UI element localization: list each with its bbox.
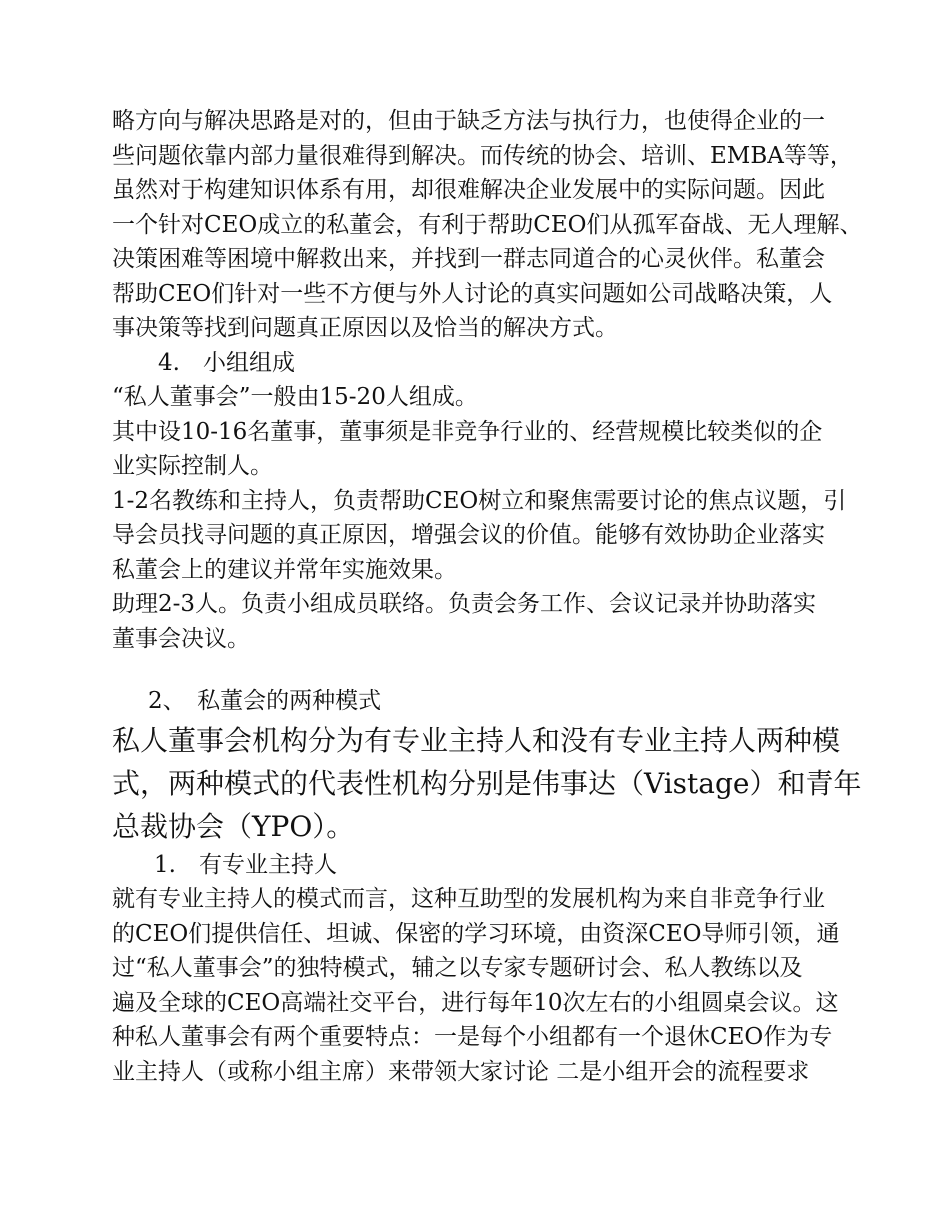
paragraph-line: 些问题依靠内部力量很难得到解决。而传统的协会、培训、EMBA等等，	[112, 142, 853, 169]
paragraph-line: 虽然对于构建知识体系有用，却很难解决企业发展中的实际问题。因此	[112, 177, 825, 203]
section-heading: 4. 小组组成	[158, 349, 295, 376]
paragraph-line: 略方向与解决思路是对的，但由于缺乏方法与执行力，也使得企业的一	[112, 108, 825, 134]
paragraph-line: 业主持人（或称小组主席）来带领大家讨论 二是小组开会的流程要求	[112, 1058, 810, 1085]
paragraph-line: 过“私人董事会”的独特模式，辅之以专家专题研讨会、私人教练以及	[112, 955, 803, 981]
paragraph-line: 其中设10-16名董事，董事须是非竞争行业的、经营规模比较类似的企	[112, 418, 823, 445]
paragraph-line: 帮助CEO们针对一些不方便与外人讨论的真实问题如公司战略决策，人	[112, 280, 833, 307]
subsection-heading: 1. 有专业主持人	[154, 851, 337, 878]
paragraph-line: “私人董事会”一般由15-20人组成。	[112, 384, 478, 410]
paragraph-line: 业实际控制人。	[112, 453, 273, 479]
paragraph-line: 导会员找寻问题的真正原因，增强会议的价值。能够有效协助企业落实	[112, 522, 825, 548]
paragraph-line: 私董会上的建议并常年实施效果。	[112, 556, 457, 583]
paragraph-line: 董事会决议。	[112, 625, 250, 652]
paragraph-line: 的CEO们提供信任、坦诚、保密的学习环境，由资深CEO导师引领，通	[112, 920, 840, 947]
large-paragraph-line: 式，两种模式的代表性机构分别是伟事达（Vistage）和青年	[112, 766, 862, 800]
paragraph-line: 就有专业主持人的模式而言，这种互助型的发展机构为来自非竞争行业	[112, 886, 825, 912]
paragraph-line: 1-2名教练和主持人，负责帮助CEO树立和聚焦需要讨论的焦点议题，引	[112, 487, 847, 514]
paragraph-line: 遍及全球的CEO高端社交平台，进行每年10次左右的小组圆桌会议。这	[112, 989, 839, 1016]
large-paragraph-line: 总裁协会（YPO）。	[112, 809, 355, 843]
paragraph-line: 一个针对CEO成立的私董会，有利于帮助CEO们从孤军奋战、无人理解、	[112, 211, 863, 238]
section-heading: 2、 私董会的两种模式	[148, 688, 382, 714]
large-paragraph-line: 私人董事会机构分为有专业主持人和没有专业主持人两种模	[112, 723, 841, 757]
section-gap	[112, 656, 842, 684]
paragraph-line: 决策困难等困境中解救出来，并找到一群志同道合的心灵伙伴。私董会	[112, 246, 825, 272]
document-body	[112, 104, 863, 1089]
paragraph-line: 助理2-3人。负责小组成员联络。负责会务工作、会议记录并协助落实	[112, 591, 817, 617]
paragraph-line: 种私人董事会有两个重要特点：一是每个小组都有一个退休CEO作为专	[112, 1024, 833, 1050]
paragraph-line: 事决策等找到问题真正原因以及恰当的解决方式。	[112, 315, 618, 341]
